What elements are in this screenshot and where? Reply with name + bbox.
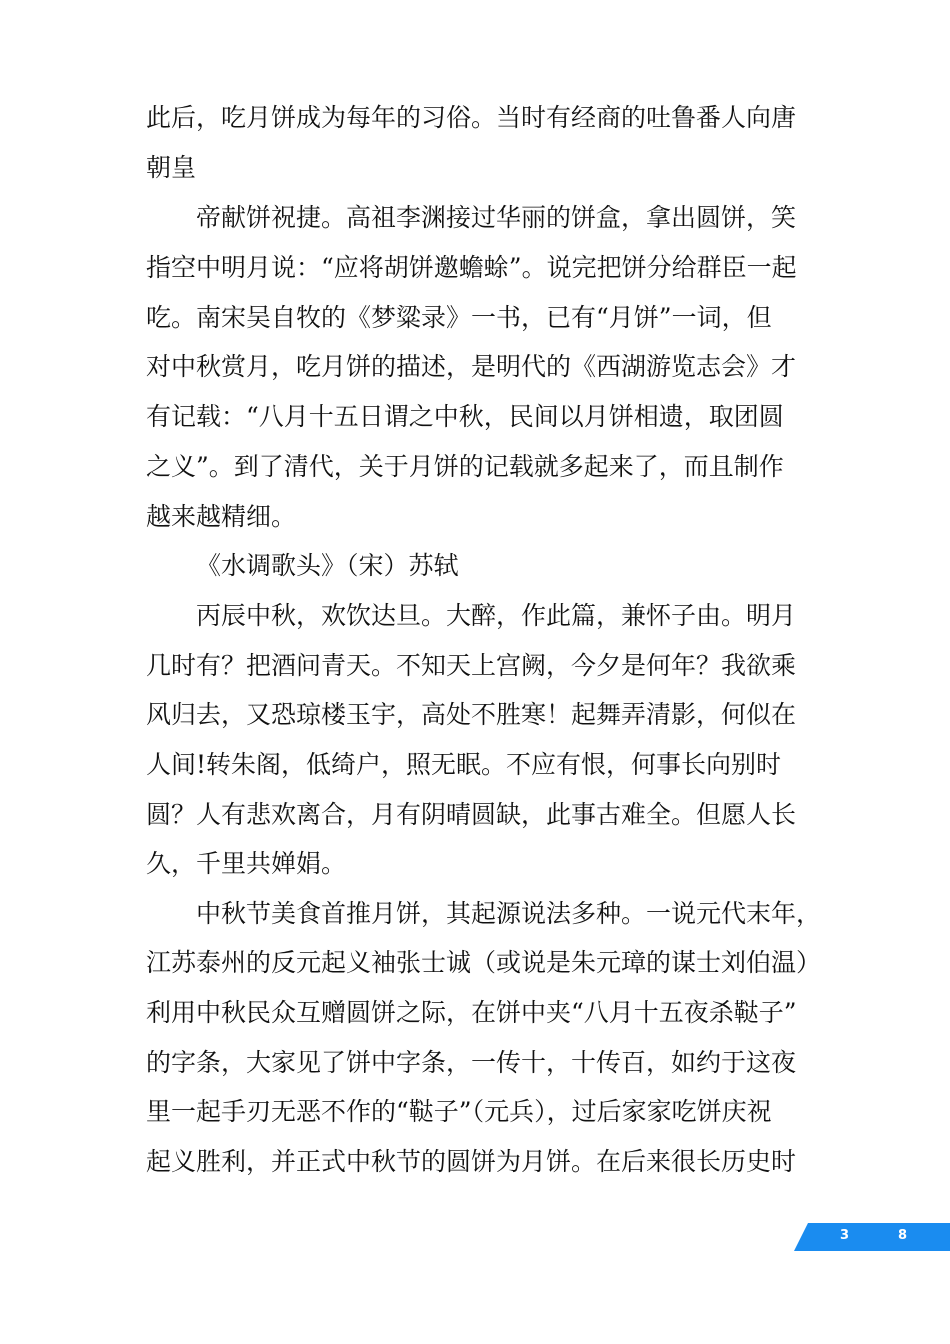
- page-badge-background: [794, 1223, 950, 1251]
- text-line-content: 人间!转朱阁，低绮户，照无眠。不应有恨，何事长向别时: [146, 750, 782, 779]
- text-line-content: 指空中明月说：“应将胡饼邀蟾蜍”。说完把饼分给群臣一起: [146, 253, 797, 282]
- text-line-content: 越来越精细。: [146, 502, 297, 531]
- text-line-content: 朝皇: [146, 153, 197, 182]
- text-line-content: 里一起手刃无恶不作的“鞑子”（元兵），过后家家吃饼庆祝: [146, 1097, 772, 1126]
- text-line-content: 久，千里共婵娟。: [146, 849, 347, 878]
- text-line-content: 利用中秋民众互赠圆饼之际，在饼中夹“八月十五夜杀鞑子”: [146, 998, 797, 1027]
- text-line-content: 中秋节美食首推月饼，其起源说法多种。一说元代末年，: [196, 899, 822, 928]
- text-line-content: 江苏泰州的反元起义袖张士诚（或说是朱元璋的谋士刘伯温）: [146, 948, 822, 977]
- text-line-content: 几时有？把酒问青天。不知天上宫阙，今夕是何年？我欲乘: [146, 651, 797, 680]
- text-line-content: 的字条，大家见了饼中字条，一传十，十传百，如约于这夜: [146, 1048, 797, 1077]
- text-line-content: 帝献饼祝捷。高祖李渊接过华丽的饼盒，拿出圆饼，笑: [196, 203, 797, 232]
- text-line-content: 对中秋赏月，吃月饼的描述，是明代的《西湖游览志会》才: [146, 352, 797, 381]
- text-line-content: 此后，吃月饼成为每年的习俗。当时有经商的吐鲁番人向唐: [146, 103, 797, 132]
- text-line-content: 丙辰中秋，欢饮达旦。大醉，作此篇，兼怀子由。明月: [196, 601, 797, 630]
- text-line-content: 风归去，又恐琼楼玉宇，高处不胜寒！起舞弄清影，何似在: [146, 700, 797, 729]
- page-number-total: 8: [898, 1228, 908, 1243]
- page-badge-shape: [794, 1223, 950, 1251]
- text-line-content: 吃。南宋吴自牧的《梦粱录》一书，已有“月饼”一词，但: [146, 303, 772, 332]
- page-number-current: 3: [840, 1228, 850, 1243]
- text-line-content: 之义”。到了清代，关于月饼的记载就多起来了，而且制作: [146, 452, 784, 481]
- text-line-content: 《水调歌头》（宋）苏轼: [196, 551, 459, 580]
- page-number-badge: [794, 1223, 950, 1251]
- text-line-content: 圆？人有悲欢离合，月有阴晴圆缺，此事古难全。但愿人长: [146, 800, 797, 829]
- text-line-content: 起义胜利，并正式中秋节的圆饼为月饼。在后来很长历史时: [146, 1147, 797, 1176]
- text-line-content: 有记载：“八月十五日谓之中秋，民间以月饼相遗，取团圆: [146, 402, 784, 431]
